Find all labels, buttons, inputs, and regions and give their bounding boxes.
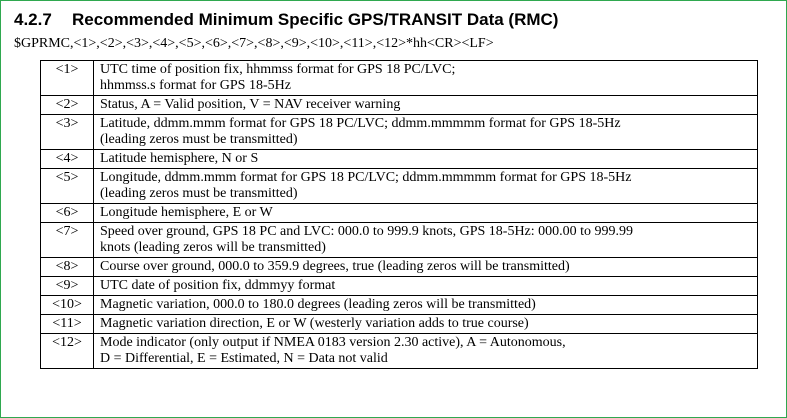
field-description — [94, 315, 758, 334]
field-description — [94, 96, 758, 115]
description-line: Magnetic variation direction, E or W (westerly variation adds to true course) — [100, 316, 529, 331]
field-id: <3> — [41, 115, 94, 150]
description-line: Magnetic variation, 000.0 to 180.0 degrees (leading zeros will be transmitted) — [100, 297, 536, 312]
description-line: (leading zeros must be transmitted) — [100, 132, 298, 147]
description-line: (leading zeros must be transmitted) — [100, 186, 298, 201]
field-description — [94, 61, 758, 96]
field-table-wrapper — [40, 60, 758, 369]
table-row — [41, 334, 757, 369]
description-line: Status, A = Valid position, V = NAV receiver warning — [100, 97, 401, 112]
description-line: Course over ground, 000.0 to 359.9 degrees, true (leading zeros will be transmitted) — [100, 259, 570, 274]
field-description — [94, 115, 758, 150]
description-line: Latitude hemisphere, N or S — [100, 151, 259, 166]
table-row — [41, 169, 757, 204]
field-description — [94, 258, 758, 277]
description-line: hhmmss.s format for GPS 18-5Hz — [100, 78, 291, 93]
description-line: UTC date of position fix, ddmmyy format — [100, 278, 336, 293]
description-line: knots (leading zeros will be transmitted) — [100, 240, 326, 255]
field-description — [94, 277, 758, 296]
field-id: <7> — [41, 223, 94, 258]
field-description — [94, 169, 758, 204]
field-id: <8> — [41, 258, 94, 277]
table-row — [41, 204, 757, 223]
description-line: UTC time of position fix, hhmmss format for GPS 18 PC/LVC; — [100, 62, 456, 77]
table-row — [41, 96, 757, 115]
table-row — [41, 258, 757, 277]
field-description — [94, 296, 758, 315]
field-description — [94, 223, 758, 258]
field-table — [41, 61, 757, 368]
description-line: D = Differential, E = Estimated, N = Data not valid — [100, 351, 388, 366]
field-description — [94, 334, 758, 369]
description-line: Longitude hemisphere, E or W — [100, 205, 273, 220]
section-heading — [14, 10, 558, 30]
description-line: Mode indicator (only output if NMEA 0183 version 2.30 active), A = Autonomous, — [100, 335, 566, 350]
field-description — [94, 150, 758, 169]
table-row — [41, 315, 757, 334]
description-line: Longitude, ddmm.mmm format for GPS 18 PC/LVC; ddmm.mmmmm format for GPS 18-5Hz — [100, 170, 632, 185]
description-line: Speed over ground, GPS 18 PC and LVC: 000.0 to 999.9 knots, GPS 18-5Hz: 000.00 to 999.99 — [100, 224, 634, 239]
field-table-body — [41, 61, 757, 368]
field-description — [94, 204, 758, 223]
table-row — [41, 223, 757, 258]
field-id: <2> — [41, 96, 94, 115]
table-row — [41, 277, 757, 296]
table-row — [41, 115, 757, 150]
field-id: <12> — [41, 334, 94, 369]
field-id: <10> — [41, 296, 94, 315]
section-number: 4.2.7 — [14, 10, 52, 29]
field-id: <5> — [41, 169, 94, 204]
field-id: <4> — [41, 150, 94, 169]
table-row — [41, 61, 757, 96]
section-title: Recommended Minimum Specific GPS/TRANSIT Data (RMC) — [72, 10, 559, 29]
table-row — [41, 150, 757, 169]
field-id: <9> — [41, 277, 94, 296]
description-line: Latitude, ddmm.mmm format for GPS 18 PC/LVC; ddmm.mmmmm format for GPS 18-5Hz — [100, 116, 621, 131]
sentence-format: $GPRMC,<1>,<2>,<3>,<4>,<5>,<6>,<7>,<8>,<9>,<10>,<11>,<12>*hh<CR><LF> — [14, 36, 494, 51]
field-id: <11> — [41, 315, 94, 334]
table-row — [41, 296, 757, 315]
field-id: <1> — [41, 61, 94, 96]
field-id: <6> — [41, 204, 94, 223]
